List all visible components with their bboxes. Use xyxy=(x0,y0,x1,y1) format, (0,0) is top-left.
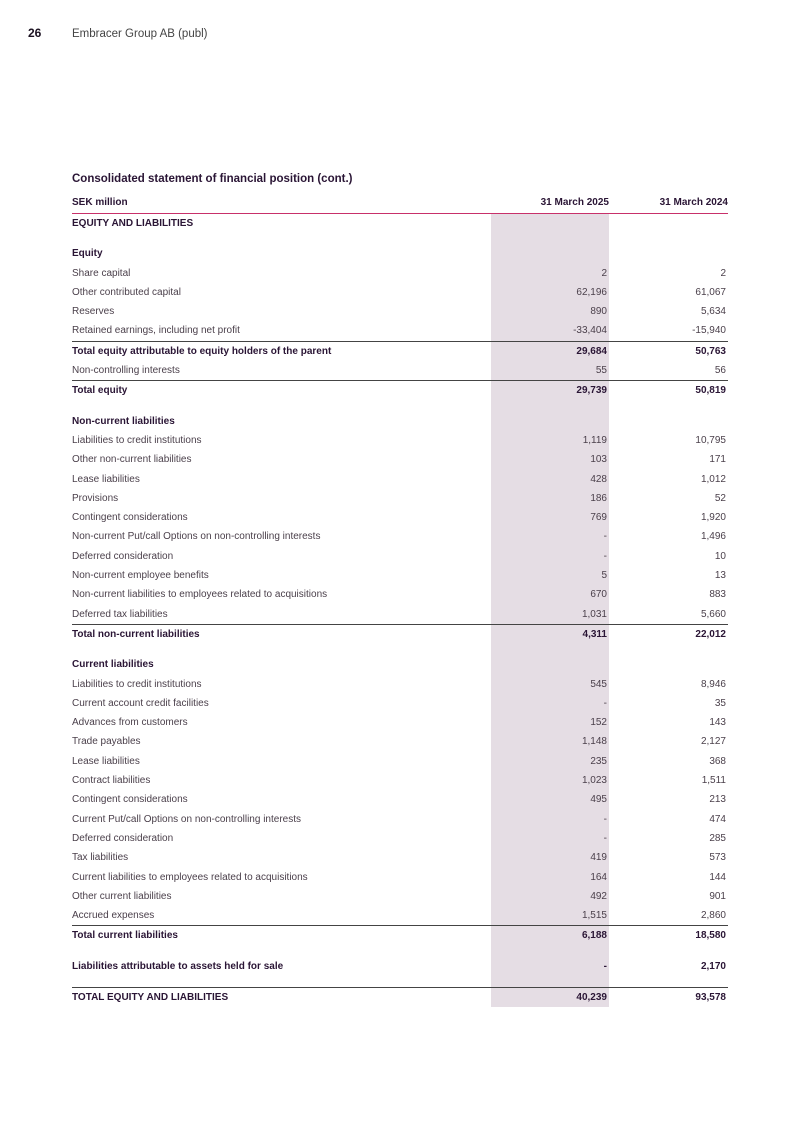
table-row xyxy=(72,906,728,926)
spacer-cell xyxy=(609,644,728,655)
spacer-row xyxy=(72,401,728,412)
value-2025: - xyxy=(603,531,607,543)
value-2025: - xyxy=(603,697,607,709)
value-2025: 235 xyxy=(590,755,607,767)
table-row xyxy=(72,732,728,751)
value-2025: - xyxy=(603,832,607,844)
row-label: Non-controlling interests xyxy=(72,365,180,377)
spacer-cell xyxy=(72,644,477,655)
value-2024: 1,496 xyxy=(700,531,726,543)
value-2025: 890 xyxy=(590,306,607,318)
value-2024: 56 xyxy=(714,365,726,377)
table-header-row xyxy=(72,193,728,214)
column-header-2024: 31 March 2024 xyxy=(609,193,728,214)
value-2024: 143 xyxy=(709,717,726,729)
table-row xyxy=(72,675,728,694)
row-label: Retained earnings, including net profit xyxy=(72,325,240,337)
value-2025: 2 xyxy=(601,267,607,279)
row-label: Share capital xyxy=(72,267,131,279)
value-2025 xyxy=(477,214,609,234)
bold-row xyxy=(72,957,728,976)
value-2024: 8,946 xyxy=(700,678,726,690)
value-2025: 5 xyxy=(601,570,607,582)
value-2024: 10 xyxy=(714,550,726,562)
table-row xyxy=(72,585,728,604)
table-row xyxy=(72,264,728,283)
row-label: Deferred consideration xyxy=(72,832,174,844)
total-row xyxy=(72,926,728,946)
value-2025 xyxy=(477,412,609,431)
spacer-cell xyxy=(72,976,477,988)
table-row xyxy=(72,605,728,625)
row-label: Deferred tax liabilities xyxy=(72,608,168,620)
row-label: Current liabilities to employees related to acquisitions xyxy=(72,871,308,883)
row-label: Lease liabilities xyxy=(72,473,140,485)
row-label: Non-current employee benefits xyxy=(72,570,209,582)
row-label: Liabilities to credit institutions xyxy=(72,434,202,446)
row-label: EQUITY AND LIABILITIES xyxy=(72,218,194,229)
row-label: Accrued expenses xyxy=(72,910,155,922)
value-2025: 186 xyxy=(590,492,607,504)
page-header xyxy=(28,26,208,40)
financial-position-table xyxy=(72,193,728,1007)
value-2024: 2 xyxy=(720,267,726,279)
value-2025: - xyxy=(603,813,607,825)
row-label: Total non-current liabilities xyxy=(72,624,477,644)
table-row xyxy=(72,694,728,713)
value-2024: 61,067 xyxy=(695,286,726,298)
column-header-2025: 31 March 2025 xyxy=(477,193,609,214)
spacer-row xyxy=(72,976,728,988)
table-row xyxy=(72,283,728,302)
table-row xyxy=(72,868,728,887)
value-2024 xyxy=(609,412,728,431)
value-2025: - xyxy=(603,550,607,562)
row-label: Deferred consideration xyxy=(72,550,174,562)
value-2024: 50,763 xyxy=(609,341,728,361)
value-2024: 5,634 xyxy=(700,306,726,318)
value-2025: 152 xyxy=(590,717,607,729)
value-2024 xyxy=(609,214,728,234)
row-label: Equity xyxy=(72,248,103,260)
table-row xyxy=(72,848,728,867)
value-2025: -33,404 xyxy=(573,325,607,337)
row-label: Other non-current liabilities xyxy=(72,454,192,466)
row-label: Total current liabilities xyxy=(72,926,477,946)
value-2024: 901 xyxy=(709,890,726,902)
row-label: Provisions xyxy=(72,492,119,504)
value-2025: 6,188 xyxy=(477,926,609,946)
value-2024: 50,819 xyxy=(609,381,728,401)
value-2024: 144 xyxy=(709,871,726,883)
section-row xyxy=(72,655,728,674)
value-2024: 171 xyxy=(709,454,726,466)
row-label: Trade payables xyxy=(72,736,141,748)
value-2025: 769 xyxy=(590,512,607,524)
spacer-row xyxy=(72,946,728,957)
financial-table-wrapper xyxy=(72,193,728,1007)
row-label: Other current liabilities xyxy=(72,890,172,902)
total-row xyxy=(72,381,728,401)
value-2024: 2,860 xyxy=(700,910,726,922)
table-row xyxy=(72,790,728,809)
table-row xyxy=(72,431,728,450)
value-2025: 29,684 xyxy=(477,341,609,361)
row-label: Current account credit facilities xyxy=(72,697,209,709)
value-2025: 55 xyxy=(595,365,607,377)
spacer-cell xyxy=(72,401,477,412)
value-2025: 164 xyxy=(590,871,607,883)
table-row xyxy=(72,321,728,341)
value-2025: 492 xyxy=(590,890,607,902)
spacer-cell xyxy=(72,233,477,244)
value-2025: 495 xyxy=(590,794,607,806)
section-row xyxy=(72,412,728,431)
table-row xyxy=(72,887,728,906)
grand-row xyxy=(72,987,728,1007)
spacer-cell xyxy=(477,976,609,988)
table-row xyxy=(72,547,728,566)
company-name: Embracer Group AB (publ) xyxy=(72,28,208,40)
table-row xyxy=(72,508,728,527)
spacer-cell xyxy=(609,401,728,412)
value-2025: 419 xyxy=(590,852,607,864)
spacer-cell xyxy=(477,644,609,655)
value-2024: 1,920 xyxy=(700,512,726,524)
value-2024: 213 xyxy=(709,794,726,806)
value-2025: 29,739 xyxy=(477,381,609,401)
table-row xyxy=(72,527,728,546)
total-row xyxy=(72,624,728,644)
value-2025: 1,031 xyxy=(581,608,607,620)
value-2024: 2,127 xyxy=(700,736,726,748)
row-label: Current Put/call Options on non-controlling interests xyxy=(72,813,302,825)
spacer-row xyxy=(72,644,728,655)
value-2024 xyxy=(609,655,728,674)
value-2025: 1,515 xyxy=(581,910,607,922)
value-2025 xyxy=(477,655,609,674)
table-row xyxy=(72,302,728,321)
statement-title: Consolidated statement of financial position (cont.) xyxy=(72,173,353,185)
row-label: Contingent considerations xyxy=(72,794,188,806)
row-label: Non-current liabilities to employees related to acquisitions xyxy=(72,589,328,601)
value-2024: 52 xyxy=(714,492,726,504)
table-row xyxy=(72,713,728,732)
spacer-cell xyxy=(72,946,477,957)
table-row xyxy=(72,752,728,771)
value-2024: -15,940 xyxy=(692,325,726,337)
row-label: Reserves xyxy=(72,306,115,318)
value-2025: 1,023 xyxy=(581,775,607,787)
value-2024: 5,660 xyxy=(700,608,726,620)
value-2024: 573 xyxy=(709,852,726,864)
row-label: Total equity xyxy=(72,381,477,401)
value-2025: 4,311 xyxy=(477,624,609,644)
spacer-cell xyxy=(477,946,609,957)
value-2024: 10,795 xyxy=(695,434,726,446)
value-2024: 883 xyxy=(709,589,726,601)
value-2024: 1,012 xyxy=(700,473,726,485)
row-label: Advances from customers xyxy=(72,717,188,729)
value-2024: 2,170 xyxy=(700,960,726,972)
table-row xyxy=(72,771,728,790)
value-2025 xyxy=(477,244,609,263)
spacer-cell xyxy=(609,976,728,988)
row-label: Other contributed capital xyxy=(72,286,181,298)
value-2024: 18,580 xyxy=(609,926,728,946)
value-2025: 428 xyxy=(590,473,607,485)
value-2024: 368 xyxy=(709,755,726,767)
row-label: TOTAL EQUITY AND LIABILITIES xyxy=(72,987,477,1007)
value-2025: 40,239 xyxy=(477,987,609,1007)
value-2025: 62,196 xyxy=(576,286,607,298)
value-2024 xyxy=(609,244,728,263)
value-2025: 670 xyxy=(590,589,607,601)
page-number: 26 xyxy=(28,26,42,40)
table-row xyxy=(72,450,728,469)
total-row xyxy=(72,341,728,361)
value-2025: - xyxy=(603,960,607,972)
spacer-cell xyxy=(477,233,609,244)
value-2024: 22,012 xyxy=(609,624,728,644)
value-2024: 285 xyxy=(709,832,726,844)
row-label: Contract liabilities xyxy=(72,775,151,787)
column-header-label: SEK million xyxy=(72,193,477,214)
row-label: Current liabilities xyxy=(72,659,154,671)
table-row xyxy=(72,829,728,848)
row-label: Tax liabilities xyxy=(72,852,129,864)
table-body xyxy=(72,214,728,1008)
spacer-cell xyxy=(477,401,609,412)
value-2025: 1,119 xyxy=(582,434,607,446)
row-label: Liabilities attributable to assets held for sale xyxy=(72,960,284,972)
value-2024: 35 xyxy=(714,697,726,709)
section-row xyxy=(72,244,728,263)
spacer-cell xyxy=(609,946,728,957)
value-2025: 1,148 xyxy=(581,736,607,748)
row-label: Contingent considerations xyxy=(72,512,188,524)
spacer-cell xyxy=(609,233,728,244)
row-label: Liabilities to credit institutions xyxy=(72,678,202,690)
table-row xyxy=(72,489,728,508)
row-label: Lease liabilities xyxy=(72,755,140,767)
row-label: Non-current liabilities xyxy=(72,415,175,427)
table-row xyxy=(72,361,728,381)
table-row xyxy=(72,470,728,489)
value-2025: 103 xyxy=(590,454,607,466)
table-row xyxy=(72,810,728,829)
table-row xyxy=(72,566,728,585)
value-2024: 93,578 xyxy=(609,987,728,1007)
spacer-row xyxy=(72,233,728,244)
value-2024: 13 xyxy=(714,570,726,582)
row-label: Non-current Put/call Options on non-controlling interests xyxy=(72,531,321,543)
value-2025: 545 xyxy=(590,678,607,690)
value-2024: 1,511 xyxy=(701,775,726,787)
value-2024: 474 xyxy=(709,813,726,825)
section-row xyxy=(72,214,728,234)
row-label: Total equity attributable to equity holders of the parent xyxy=(72,341,477,361)
